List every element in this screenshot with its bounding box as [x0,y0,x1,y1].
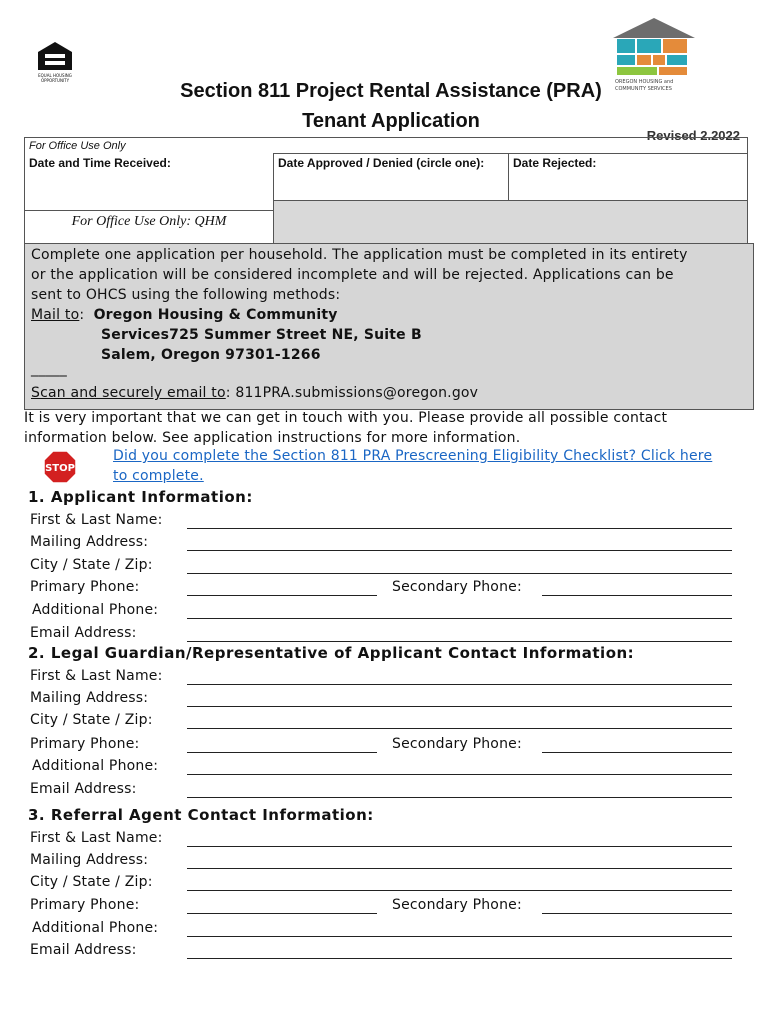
city-label: City / State / Zip: [30,557,153,573]
svg-text:OREGON HOUSING and: OREGON HOUSING and [615,79,674,85]
s2-primary-phone-field[interactable] [187,752,377,753]
primary-phone-label: Primary Phone: [30,579,140,595]
s1-phone-row [30,579,740,601]
mail-address-2: Salem, Oregon 97301-1266 [101,347,321,363]
s3-mailing-field[interactable] [187,868,732,869]
section-2-title: 2. Legal Guardian/Representative of Applicant Contact Information: [28,644,635,662]
svg-text:COMMUNITY SERVICES: COMMUNITY SERVICES [615,86,672,92]
s3-name-row: First & Last Name: [30,830,740,852]
name-label: First & Last Name: [30,512,163,528]
mail-org: Oregon Housing & Community [93,307,338,323]
date-received-field[interactable]: Date and Time Received: [25,154,274,211]
s3-name-field[interactable] [187,846,732,847]
date-rejected-field[interactable]: Date Rejected: [509,154,748,211]
s1-email-field[interactable] [187,641,732,642]
office-use-caption: For Office Use Only [25,138,748,154]
section-1-title: 1. Applicant Information: [28,488,253,506]
s1-primary-phone-field[interactable] [187,595,377,596]
instructions-line-3: sent to OHCS using the following methods: [31,287,341,303]
s1-secondary-phone-field[interactable] [542,595,732,596]
svg-text:STOP: STOP [45,463,75,474]
mail-to-label: Mail to [31,307,80,323]
s1-city-field[interactable] [187,573,732,574]
s2-name-field[interactable] [187,684,732,685]
s2-secondary-phone-field[interactable] [542,752,732,753]
email-address: : 811PRA.submissions@oregon.gov [225,385,479,401]
s3-city-row: City / State / Zip: [30,874,740,896]
section-3-title: 3. Referral Agent Contact Information: [28,806,374,824]
s3-email-row: Email Address: [30,942,740,964]
s2-additional-phone-field[interactable] [187,774,732,775]
equal-housing-logo [34,40,76,84]
s3-additional-row: Additional Phone: [30,920,740,942]
s1-mailing-field[interactable] [187,550,732,551]
mail-address-1: Services725 Summer Street NE, Suite B [101,327,422,343]
title-line-1: Section 811 Project Rental Assistance (PRA) [180,80,602,102]
s3-additional-phone-field[interactable] [187,936,732,937]
stop-sign-icon [43,450,77,484]
s3-primary-phone-field[interactable] [187,913,377,914]
svg-text:OPPORTUNITY: OPPORTUNITY [40,78,70,83]
mailing-label: Mailing Address: [30,534,149,550]
s1-name-field[interactable] [187,528,732,529]
s2-name-row: First & Last Name: [30,668,740,690]
s2-phone-row: Primary Phone: Secondary Phone: [30,736,740,758]
s2-mailing-field[interactable] [187,706,732,707]
instructions-line-2: or the application will be considered incomplete and will be rejected. Applications can be [31,267,674,283]
date-approved-field[interactable]: Date Approved / Denied (circle one): [274,154,509,211]
s3-email-field[interactable] [187,958,732,959]
s1-mailing-row [30,534,740,556]
email-label: Scan and securely email to [31,385,226,401]
s1-additional-row [30,602,740,624]
s3-phone-row: Primary Phone: Secondary Phone: [30,897,740,919]
qhm-label: For Office Use Only: QHM [24,200,274,245]
s2-city-field[interactable] [187,728,732,729]
s1-additional-phone-field[interactable] [187,618,732,619]
s2-email-field[interactable] [187,797,732,798]
qhm-row [24,200,748,245]
title-line-2: Tenant Application [302,110,480,132]
contact-intro: It is very important that we can get in touch with you. Please provide all possible contact information below. See application instructions for more information. [24,410,668,446]
s1-name-row [30,512,740,534]
additional-phone-label: Additional Phone: [32,602,159,618]
s2-mailing-row: Mailing Address: [30,690,740,712]
s3-mailing-row: Mailing Address: [30,852,740,874]
email-label: Email Address: [30,625,137,641]
blank-line: _____ [31,361,67,377]
s3-secondary-phone-field[interactable] [542,913,732,914]
s1-city-row [30,557,740,579]
revised-date: Revised 2.2022 [646,128,740,143]
secondary-phone-label: Secondary Phone: [392,579,522,595]
s3-city-field[interactable] [187,890,732,891]
s2-additional-row: Additional Phone: [30,758,740,780]
prescreening-checklist-link[interactable]: Did you complete the Section 811 PRA Prescreening Eligibility Checklist? Click here to complete. [113,448,713,484]
s2-email-row: Email Address: [30,781,740,803]
instructions-line-1: Complete one application per household. The application must be completed in its entirety [31,247,688,263]
qhm-field[interactable] [274,200,748,245]
svg-text:EQUAL HOUSING: EQUAL HOUSING [38,73,72,78]
s2-city-row: City / State / Zip: [30,712,740,734]
instructions-box: Complete one application per household. The application must be completed in its entirety or the application will be considered incomplete and will be rejected. Applications can be sent to OHCS using the following methods: Mail to: Oregon Housing & Community Services725 Summer Street NE, Suite B Salem, Oregon 97301-1266 _____ Scan and securely email to: 811PRA.submissions@oregon.gov [24,243,754,410]
